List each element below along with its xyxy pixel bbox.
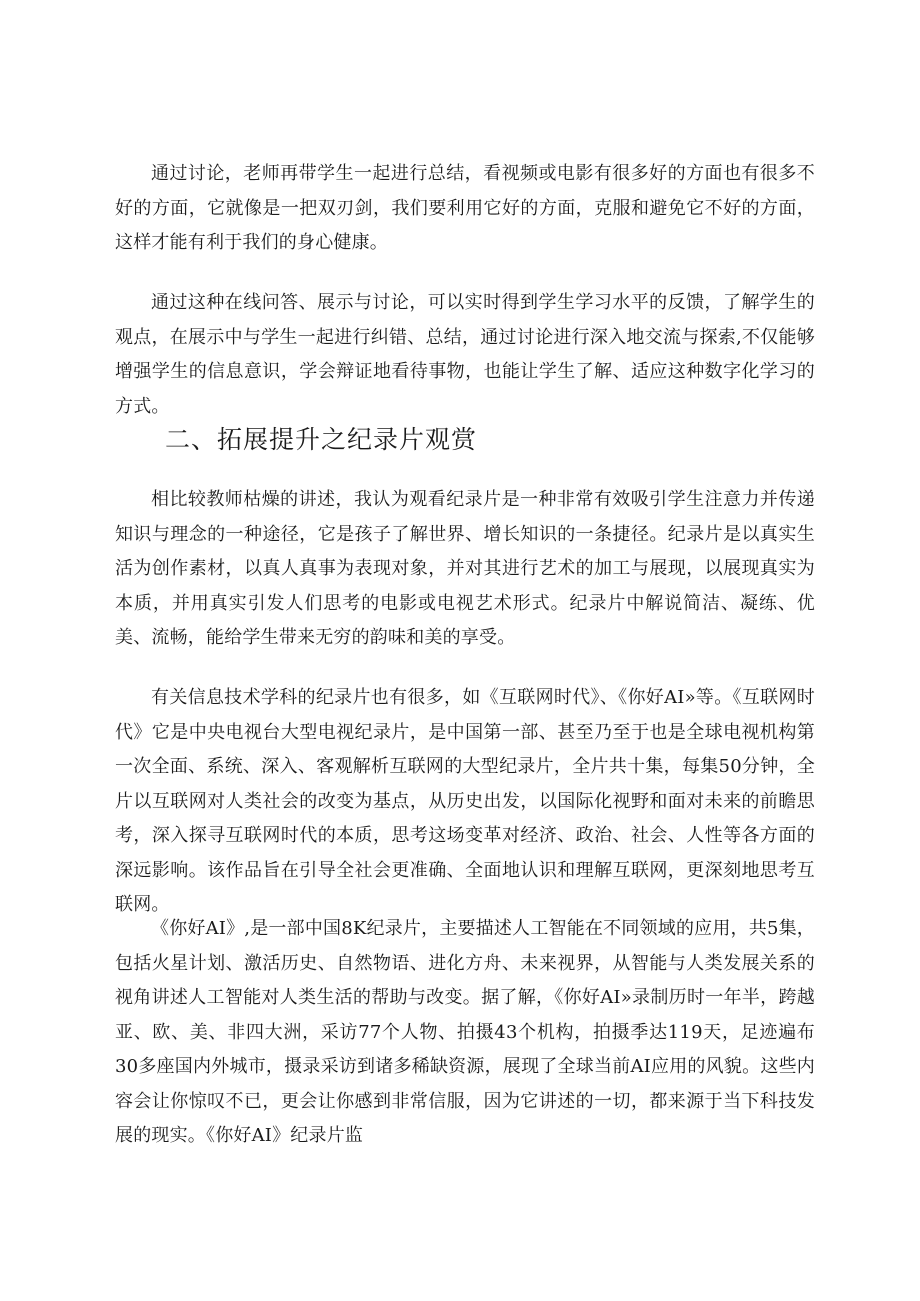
section-heading: 二、拓展提升之纪录片观赏 xyxy=(165,425,478,454)
paragraph-documentary-intro: 相比较教师枯燥的讲述，我认为观看纪录片是一种非常有效吸引学生注意力并传递知识与理念的一种途径，它是孩子了解世界、增长知识的一条捷径。纪录片是以真实生活为创作素材，以真人真事为表现对象，并对其进行艺术的加工与展现，以展现真实为本质，并用真实引发人们思考的电影或电视艺术形式。纪录片中解说简洁、凝练、优美、流畅，能给学生带来无穷的韵味和美的享受。 xyxy=(115,489,815,648)
paragraph-online-feedback: 通过这种在线问答、展示与讨论，可以实时得到学生学习水平的反馈，了解学生的观点，在展示中与学生一起进行纠错、总结，通过讨论进行深入地交流与探索,不仅能够增强学生的信息意识，学会辩证地看待事物，也能让学生了解、适应这种数字化学习的方式。 xyxy=(115,292,815,417)
paragraph-summary-discussion: 通过讨论，老师再带学生一起进行总结，看视频或电影有很多好的方面也有很多不好的方面，它就像是一把双刃剑，我们要利用它好的方面，克服和避免它不好的方面，这样才能有利于我们的身心健康。 xyxy=(115,163,815,253)
paragraph-hello-ai: 《你好AI》,是一部中国8K纪录片，主要描述人工智能在不同领域的应用，共5集，包括火星计划、激活历史、自然物语、进化方舟、未来视界，从智能与人类发展关系的视角讲述人工智能对人类生活的帮助与改变。据了解，《你好AI»录制历时一年半，跨越亚、欧、美、非四大洲，采访77个人物、拍摄43个机构，拍摄季达119天，足迹遍布30多座国内外城市，摄录采访到诸多稀缺资源，展现了全球当前AI应用的风貌。这些内容会让你惊叹不已，更会让你感到非常信服，因为它讲述的一切，都来源于当下科技发展的现实。《你好AI》纪录片监 xyxy=(115,918,815,1146)
paragraph-internet-era: 有关信息技术学科的纪录片也有很多，如《互联网时代》、《你好AI»等。《互联网时代》它是中央电视台大型电视纪录片，是中国第一部、甚至乃至于也是全球电视机构第一次全面、系统、深入、客观解析互联网的大型纪录片，全片共十集，每集50分钟，全片以互联网对人类社会的改变为基点，从历史出发，以国际化视野和面对未来的前瞻思考，深入探寻互联网时代的本质，思考这场变革对经济、政治、社会、人性等各方面的深远影响。该作品旨在引导全社会更准确、全面地认识和理解互联网，更深刻地思考互联网。 xyxy=(115,687,815,915)
